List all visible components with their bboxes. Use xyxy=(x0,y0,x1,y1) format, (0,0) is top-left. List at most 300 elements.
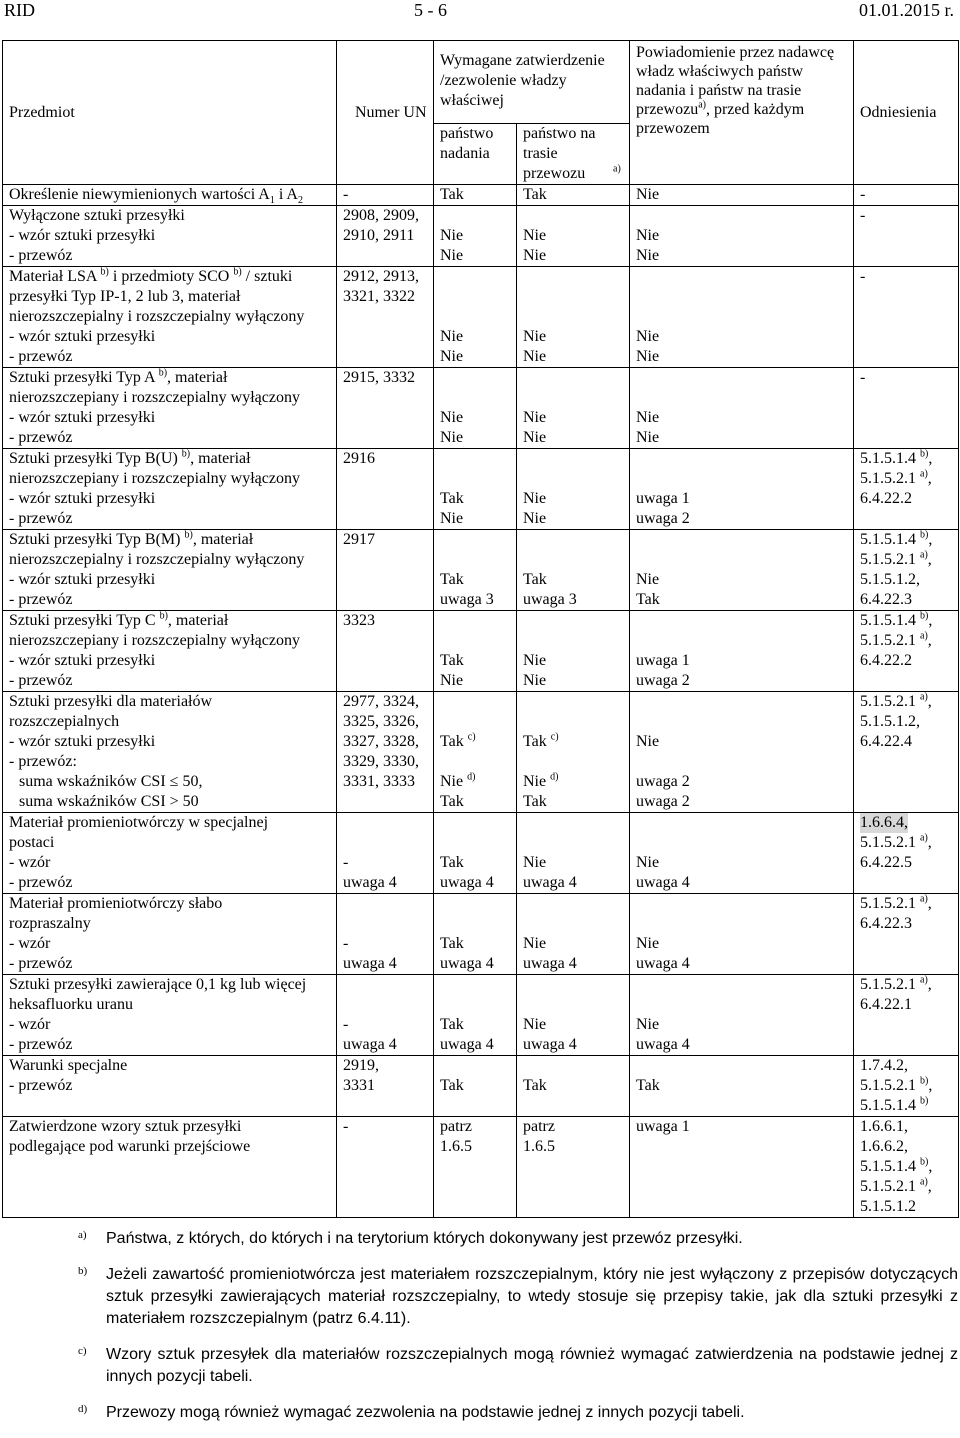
cell-odniesienia xyxy=(854,611,959,692)
cell-panstwo-nadania xyxy=(434,894,517,975)
cell-line xyxy=(343,590,433,610)
cell-line xyxy=(636,894,853,914)
cell-line xyxy=(343,327,433,347)
cell-line: - przewóz xyxy=(9,874,73,891)
cell-line: 5.1.5.1.2, xyxy=(860,571,920,588)
cell-panstwo-nadania xyxy=(434,368,517,449)
cell-line xyxy=(523,995,629,1015)
footnote-text: Przewozy mogą również wymagać zezwolenia na podstawie jednej z innych pozycji tabeli. xyxy=(106,1404,745,1421)
cell-panstwo-nadania xyxy=(434,1117,517,1218)
cell-powiadomienie xyxy=(630,1117,854,1218)
table-row xyxy=(3,611,959,692)
cell-line xyxy=(440,611,516,631)
cell-line xyxy=(636,712,853,732)
header-left: RID xyxy=(4,0,35,20)
footnote-label: d) xyxy=(78,1403,88,1415)
cell-line xyxy=(636,267,853,287)
cell-line xyxy=(343,408,433,428)
cell-line: Tak xyxy=(523,1077,547,1094)
cell-line xyxy=(523,267,629,287)
cell-line xyxy=(343,550,433,570)
approval-table xyxy=(2,40,959,1218)
cell-line: Nie xyxy=(523,510,547,527)
cell-line xyxy=(343,246,433,266)
cell-line: Nie xyxy=(523,490,547,507)
cell-line xyxy=(636,631,853,651)
cell-line: Materiał promieniotwórczy słabo xyxy=(9,895,223,912)
cell-line: 5.1.5.1.4 $^{b)}$ xyxy=(860,1095,929,1114)
cell-line xyxy=(636,611,853,631)
table-header-row xyxy=(3,41,959,124)
cell-line: Nie xyxy=(440,429,464,446)
cell-przedmiot xyxy=(3,813,337,894)
cell-line xyxy=(636,975,853,995)
cell-line: Nie xyxy=(636,571,660,588)
cell-line: - wzór sztuki przesyłki xyxy=(9,227,156,244)
cell-line: Tak xyxy=(636,591,660,608)
cell-panstwo-trasie xyxy=(517,267,630,368)
cell-line: Tak xyxy=(636,1077,660,1094)
cell-line: patrz xyxy=(440,1118,472,1135)
cell-line xyxy=(523,894,629,914)
cell-numer-un xyxy=(337,611,434,692)
cell-line: 5.1.5.1.2, xyxy=(860,713,920,730)
cell-panstwo-nadania xyxy=(434,1056,517,1117)
cell-line xyxy=(440,813,516,833)
cell-line xyxy=(440,692,516,712)
cell-przedmiot xyxy=(3,894,337,975)
cell-line: 6.4.22.4 xyxy=(860,733,912,750)
cell-line: - przewóz xyxy=(9,429,73,446)
cell-przedmiot xyxy=(3,692,337,813)
cell-line xyxy=(440,975,516,995)
footnotes xyxy=(78,1228,958,1438)
cell-line: - przewóz xyxy=(9,247,73,264)
cell-line: 6.4.22.3 xyxy=(860,591,912,608)
cell-powiadomienie xyxy=(630,1056,854,1117)
cell-line: Tak $^{c)}$ xyxy=(440,731,476,750)
cell-line: 5.1.5.2.1 $^{a)}$, xyxy=(860,691,932,710)
cell-line: 1.6.5 xyxy=(440,1138,472,1155)
cell-line: rozszczepialnych xyxy=(9,713,120,730)
cell-line: 6.4.22.5 xyxy=(860,854,912,871)
cell-line: 5.1.5.2.1 $^{a)}$, xyxy=(860,630,932,649)
cell-line: - xyxy=(860,369,866,386)
footnote xyxy=(78,1228,958,1250)
cell-odniesienia xyxy=(854,185,959,206)
cell-line xyxy=(523,712,629,732)
cell-przedmiot xyxy=(3,185,337,206)
cell-line: - xyxy=(343,1016,349,1033)
table-row xyxy=(3,692,959,813)
cell-powiadomienie xyxy=(630,267,854,368)
cell-line xyxy=(343,631,433,651)
footnote-label: c) xyxy=(78,1345,87,1357)
cell-line: Sztuki przesyłki dla materiałów xyxy=(9,693,213,710)
cell-line: uwaga 2 xyxy=(636,773,690,790)
cell-line xyxy=(343,428,433,448)
cell-line: nierozszczepialny i rozszczepialny wyłączony xyxy=(9,308,305,325)
cell-line: Nie xyxy=(636,733,660,750)
cell-line xyxy=(440,449,516,469)
cell-line: uwaga 4 xyxy=(523,1036,577,1053)
cell-line xyxy=(523,388,629,408)
cell-line: Sztuki przesyłki Typ C $^{b)}$, materiał xyxy=(9,610,229,629)
cell-line xyxy=(343,347,433,367)
footnote-text: Jeżeli zawartość promieniotwórcza jest materiałem rozszczepialnym, który nie jest wyłączony z przepisów dotyczących sztuk przesyłki zawierających materiał rozszczepialny, to wtedy stosuje się przepisy takie, jak dla sztuki przesyłki z materiałem rozszczepialnym (patrz 6.4.11). xyxy=(106,1266,958,1327)
cell-line xyxy=(523,368,629,388)
cell-line: 6.4.22.2 xyxy=(860,652,912,669)
page-header xyxy=(4,0,954,22)
cell-line: Nie xyxy=(440,510,464,527)
table-row xyxy=(3,894,959,975)
cell-panstwo-trasie xyxy=(517,611,630,692)
cell-line: Sztuki przesyłki zawierające 0,1 kg lub więcej xyxy=(9,976,307,993)
cell-line xyxy=(636,692,853,712)
cell-panstwo-trasie xyxy=(517,449,630,530)
cell-line: Nie $^{d)}$ xyxy=(523,771,559,790)
cell-line: Nie xyxy=(523,854,547,871)
cell-line xyxy=(440,631,516,651)
cell-line xyxy=(440,368,516,388)
cell-line: 5.1.5.1.2 xyxy=(860,1198,916,1215)
cell-przedmiot xyxy=(3,1117,337,1218)
cell-line: 3331 xyxy=(343,1077,375,1094)
cell-line xyxy=(440,752,516,772)
cell-numer-un xyxy=(337,1056,434,1117)
cell-line: - wzór sztuki przesyłki xyxy=(9,652,156,669)
cell-line: - przewóz xyxy=(9,955,73,972)
cell-panstwo-nadania xyxy=(434,267,517,368)
cell-line: Nie xyxy=(523,247,547,264)
cell-line: Nie xyxy=(523,348,547,365)
footnote-text: Państwa, z których, do których i na terytorium których dokonywany jest przewóz przesyłki. xyxy=(106,1230,743,1247)
cell-line: uwaga 4 xyxy=(523,955,577,972)
cell-line: - xyxy=(343,854,349,871)
cell-numer-un xyxy=(337,185,434,206)
cell-line xyxy=(343,894,433,914)
cell-line: Nie xyxy=(440,227,464,244)
cell-line xyxy=(523,1056,629,1076)
cell-line: 2912, 2913, xyxy=(343,268,419,285)
cell-line: 5.1.5.2.1 $^{a)}$, xyxy=(860,468,932,487)
cell-line: Nie xyxy=(440,409,464,426)
cell-numer-un xyxy=(337,1117,434,1218)
cell-panstwo-trasie xyxy=(517,1117,630,1218)
cell-panstwo-nadania xyxy=(434,692,517,813)
cell-line xyxy=(440,388,516,408)
cell-line: uwaga 4 xyxy=(440,874,494,891)
cell-panstwo-trasie xyxy=(517,975,630,1056)
cell-line xyxy=(343,570,433,590)
cell-line: Tak xyxy=(523,186,547,203)
cell-line xyxy=(523,752,629,772)
cell-line: 5.1.5.2.1 $^{a)}$, xyxy=(860,549,932,568)
cell-line xyxy=(440,833,516,853)
cell-panstwo-trasie xyxy=(517,368,630,449)
cell-numer-un xyxy=(337,894,434,975)
cell-line: - wzór sztuki przesyłki xyxy=(9,328,156,345)
cell-line: podlegające pod warunki przejściowe xyxy=(9,1138,251,1155)
cell-line xyxy=(343,833,433,853)
cell-line: 3321, 3322 xyxy=(343,288,415,305)
cell-line xyxy=(440,206,516,226)
cell-line: Nie xyxy=(636,935,660,952)
footnote-label: b) xyxy=(78,1265,88,1277)
cell-line xyxy=(523,975,629,995)
cell-line: Tak xyxy=(440,571,464,588)
cell-line xyxy=(636,550,853,570)
cell-line: uwaga 1 xyxy=(636,652,690,669)
cell-line: 3327, 3328, xyxy=(343,733,419,750)
cell-line: 2910, 2911 xyxy=(343,227,415,244)
cell-line xyxy=(440,287,516,307)
cell-line: heksafluorku uranu xyxy=(9,996,133,1013)
cell-line: Nie $^{d)}$ xyxy=(440,771,476,790)
cell-line: Tak xyxy=(440,490,464,507)
cell-przedmiot xyxy=(3,530,337,611)
cell-numer-un xyxy=(337,813,434,894)
cell-line: 1.6.5 xyxy=(523,1138,555,1155)
cell-line: Tak xyxy=(523,793,547,810)
cell-line: uwaga 1 xyxy=(636,490,690,507)
cell-line: uwaga 4 xyxy=(343,955,397,972)
cell-przedmiot xyxy=(3,368,337,449)
cell-line: Nie xyxy=(440,328,464,345)
cell-line xyxy=(523,307,629,327)
cell-powiadomienie xyxy=(630,813,854,894)
header-numer-un: Numer UN xyxy=(337,41,434,185)
footnote xyxy=(78,1344,958,1388)
cell-line: - xyxy=(343,186,349,203)
cell-line xyxy=(343,469,433,489)
cell-line xyxy=(343,995,433,1015)
cell-panstwo-trasie xyxy=(517,1056,630,1117)
cell-panstwo-nadania xyxy=(434,813,517,894)
cell-line xyxy=(523,287,629,307)
cell-line: Nie xyxy=(636,186,660,203)
cell-line xyxy=(440,1056,516,1076)
cell-numer-un xyxy=(337,975,434,1056)
cell-line: uwaga 4 xyxy=(343,874,397,891)
table-row xyxy=(3,1056,959,1117)
cell-line: Nie xyxy=(523,672,547,689)
table-row xyxy=(3,206,959,267)
cell-line: Nie xyxy=(636,328,660,345)
cell-przedmiot xyxy=(3,975,337,1056)
cell-odniesienia xyxy=(854,1056,959,1117)
cell-line: suma wskaźników CSI ≤ 50, xyxy=(19,773,203,790)
cell-line: 6.4.22.3 xyxy=(860,915,912,932)
cell-line xyxy=(636,307,853,327)
cell-line xyxy=(440,894,516,914)
cell-line: uwaga 3 xyxy=(523,591,577,608)
table-row xyxy=(3,530,959,611)
cell-line xyxy=(343,307,433,327)
cell-line xyxy=(523,206,629,226)
cell-line: 3323 xyxy=(343,612,375,629)
cell-odniesienia xyxy=(854,449,959,530)
cell-line: Sztuki przesyłki Typ B(M) $^{b)}$, materiał xyxy=(9,529,254,548)
cell-line: 2915, 3332 xyxy=(343,369,415,386)
header-powiadomienie: Powiadomienie przez nadawcę władz właściwych państw nadania i państw na trasie przewozu$^{a)}$, przed każdym przewozem xyxy=(630,41,854,185)
cell-line xyxy=(343,489,433,509)
cell-line xyxy=(636,1056,853,1076)
cell-line xyxy=(523,550,629,570)
cell-line xyxy=(636,206,853,226)
cell-line xyxy=(343,914,433,934)
cell-line: Nie xyxy=(523,652,547,669)
cell-line: patrz xyxy=(523,1118,555,1135)
cell-line: Nie xyxy=(523,227,547,244)
cell-line: uwaga 2 xyxy=(636,510,690,527)
cell-line xyxy=(636,368,853,388)
cell-line: 2977, 3324, xyxy=(343,693,419,710)
cell-panstwo-trasie xyxy=(517,530,630,611)
cell-line: uwaga 4 xyxy=(523,874,577,891)
cell-line: 6.4.22.2 xyxy=(860,490,912,507)
table-row xyxy=(3,449,959,530)
cell-line: 5.1.5.2.1 $^{a)}$, xyxy=(860,974,932,993)
cell-odniesienia xyxy=(854,813,959,894)
cell-panstwo-trasie xyxy=(517,813,630,894)
cell-line: rozpraszalny xyxy=(9,915,91,932)
cell-line xyxy=(636,813,853,833)
cell-line: 6.4.22.1 xyxy=(860,996,912,1013)
cell-odniesienia xyxy=(854,692,959,813)
header-panstwo-trasie: państwo na trasie przewozu $^{a)}$ xyxy=(517,124,630,185)
cell-line xyxy=(523,914,629,934)
cell-powiadomienie xyxy=(630,185,854,206)
cell-line xyxy=(636,388,853,408)
cell-line: Sztuki przesyłki Typ A $^{b)}$, materiał xyxy=(9,367,228,386)
cell-line: uwaga 4 xyxy=(440,1036,494,1053)
cell-line: Sztuki przesyłki Typ B(U) $^{b)}$, materiał xyxy=(9,448,251,467)
cell-line: - xyxy=(860,207,866,224)
cell-line: - przewóz xyxy=(9,591,73,608)
cell-line: Nie xyxy=(440,348,464,365)
cell-line xyxy=(636,287,853,307)
cell-line: Tak xyxy=(440,793,464,810)
cell-line: - xyxy=(860,186,866,203)
cell-line: nierozszczepiany i rozszczepialny wyłączony xyxy=(9,389,300,406)
cell-line xyxy=(440,469,516,489)
cell-line: - wzór sztuki przesyłki xyxy=(9,733,156,750)
cell-numer-un xyxy=(337,368,434,449)
cell-line: - przewóz xyxy=(9,1077,73,1094)
cell-line xyxy=(523,833,629,853)
cell-line: 2919, xyxy=(343,1057,379,1074)
cell-line: Tak xyxy=(523,571,547,588)
cell-line: uwaga 3 xyxy=(440,591,494,608)
cell-line xyxy=(343,975,433,995)
cell-line xyxy=(636,833,853,853)
cell-line: Tak xyxy=(440,186,464,203)
cell-line: uwaga 4 xyxy=(636,955,690,972)
cell-line: Nie xyxy=(636,227,660,244)
cell-line: 5.1.5.1.4 $^{b)}$, xyxy=(860,1156,933,1175)
cell-line: Nie xyxy=(440,672,464,689)
cell-line xyxy=(636,914,853,934)
cell-line: 1.6.6.2, xyxy=(860,1138,908,1155)
cell-line: Nie xyxy=(523,1016,547,1033)
cell-line: Tak $^{c)}$ xyxy=(523,731,559,750)
cell-line: Zatwierdzone wzory sztuk przesyłki xyxy=(9,1118,242,1135)
cell-line: Nie xyxy=(523,409,547,426)
cell-line xyxy=(440,530,516,550)
cell-line: - wzór sztuki przesyłki xyxy=(9,571,156,588)
cell-line: Nie xyxy=(636,429,660,446)
cell-powiadomienie xyxy=(630,530,854,611)
cell-powiadomienie xyxy=(630,449,854,530)
cell-powiadomienie xyxy=(630,894,854,975)
cell-panstwo-trasie xyxy=(517,206,630,267)
cell-powiadomienie xyxy=(630,206,854,267)
cell-line: 5.1.5.2.1 $^{a)}$, xyxy=(860,1176,932,1195)
cell-line xyxy=(440,712,516,732)
cell-line xyxy=(343,651,433,671)
cell-line: nierozszczepialny i rozszczepialny wyłączony xyxy=(9,551,305,568)
cell-line xyxy=(343,792,433,812)
cell-line: 2908, 2909, xyxy=(343,207,419,224)
cell-przedmiot xyxy=(3,611,337,692)
cell-panstwo-trasie xyxy=(517,185,630,206)
cell-line: Tak xyxy=(440,935,464,952)
footnote-label: a) xyxy=(78,1229,87,1241)
cell-line: Nie xyxy=(523,429,547,446)
cell-line: 1.7.4.2, xyxy=(860,1057,908,1074)
cell-line: 3329, 3330, xyxy=(343,753,419,770)
cell-line: Tak xyxy=(440,854,464,871)
cell-line xyxy=(343,509,433,529)
cell-line: - xyxy=(343,935,349,952)
cell-line: Materiał LSA $^{b)}$ i przedmioty SCO $^{b)}$ / sztuki xyxy=(9,266,293,285)
cell-line xyxy=(440,995,516,1015)
cell-line xyxy=(343,388,433,408)
cell-powiadomienie xyxy=(630,975,854,1056)
cell-line: uwaga 4 xyxy=(343,1036,397,1053)
cell-line: - wzór sztuki przesyłki xyxy=(9,490,156,507)
cell-line xyxy=(343,671,433,691)
cell-line: - xyxy=(860,268,866,285)
header-przedmiot: Przedmiot xyxy=(3,41,337,185)
cell-line: Nie xyxy=(440,247,464,264)
cell-line xyxy=(523,813,629,833)
cell-line xyxy=(440,307,516,327)
cell-line: Materiał promieniotwórczy w specjalnej xyxy=(9,814,269,831)
cell-panstwo-nadania xyxy=(434,530,517,611)
cell-odniesienia xyxy=(854,530,959,611)
table-row xyxy=(3,185,959,206)
cell-line xyxy=(636,530,853,550)
header-panstwo-nadania: państwo nadania xyxy=(434,124,517,185)
cell-line: nierozszczepiany i rozszczepialny wyłączony xyxy=(9,470,300,487)
cell-line: Określenie niewymienionych wartości $A_1$ i $A_2$ xyxy=(9,186,303,207)
cell-line xyxy=(523,631,629,651)
cell-panstwo-nadania xyxy=(434,611,517,692)
cell-line: uwaga 4 xyxy=(636,1036,690,1053)
header-wymagane: Wymagane zatwierdzenie /zezwolenie władzy właściwej xyxy=(434,41,630,124)
cell-line: 1.6.6.4, xyxy=(860,814,908,831)
cell-przedmiot xyxy=(3,1056,337,1117)
cell-numer-un xyxy=(337,449,434,530)
cell-line: - przewóz xyxy=(9,348,73,365)
cell-line xyxy=(440,550,516,570)
cell-panstwo-nadania xyxy=(434,975,517,1056)
cell-odniesienia xyxy=(854,1117,959,1218)
cell-line: - przewóz xyxy=(9,672,73,689)
cell-line: - przewóz: xyxy=(9,753,77,770)
